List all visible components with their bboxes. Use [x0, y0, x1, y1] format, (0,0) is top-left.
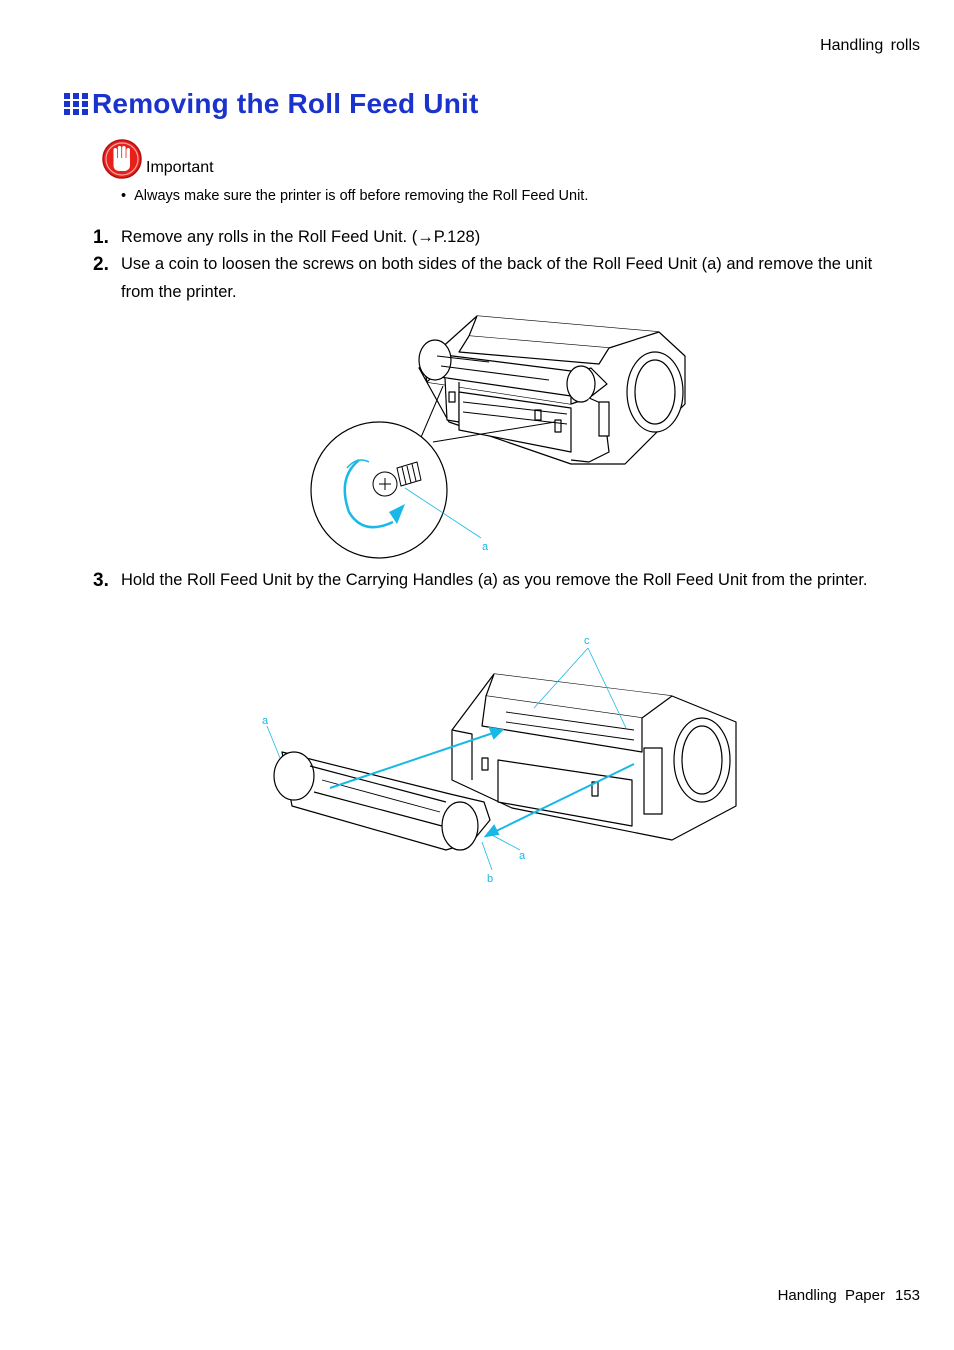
running-header: Handling rolls [820, 37, 920, 54]
important-callout [101, 138, 214, 180]
important-note-text: Always make sure the printer is off before removing the Roll Feed Unit. [134, 188, 589, 204]
step-number: 1. [93, 227, 109, 248]
stop-hand-icon [101, 138, 143, 180]
footer-chapter: Handling Paper [777, 1287, 885, 1304]
step-number: 2. [93, 254, 109, 275]
step-text: Use a coin to loosen the screws on both sides of the back of the Roll Feed Unit (a) and remove the unit from the printer. [121, 255, 873, 301]
section-heading [64, 88, 479, 120]
bullet: • [121, 188, 127, 204]
grid-icon [64, 92, 88, 116]
callout-a: a [482, 541, 489, 553]
important-label: Important [146, 159, 214, 176]
step-text: Remove any rolls in the Roll Feed Unit. (→P.128) [121, 228, 481, 246]
callout-c: c [584, 635, 590, 647]
page-footer [778, 1287, 920, 1304]
callout-a-bottom: a [519, 850, 526, 862]
important-note [121, 188, 588, 204]
figure-loosen-screws [309, 312, 689, 564]
callout-a-left: a [262, 715, 269, 727]
step-number: 3. [93, 570, 109, 591]
step-3 [93, 567, 883, 595]
page-number: 153 [894, 1287, 920, 1304]
step-text: Hold the Roll Feed Unit by the Carrying Handles (a) as you remove the Roll Feed Unit from the printer. [121, 571, 868, 589]
step-2 [93, 251, 883, 306]
callout-b: b [487, 873, 494, 885]
figure-remove-unit [262, 630, 738, 888]
step-1 [93, 224, 883, 252]
page-title: Removing the Roll Feed Unit [92, 88, 479, 119]
